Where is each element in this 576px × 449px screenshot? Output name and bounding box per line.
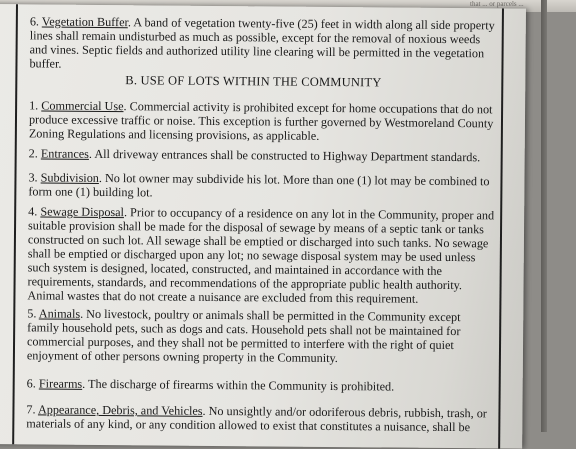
item-subdivision: 3. Subdivision. No lot owner may subdivide his lot. More than one (1) lot may be combined to form one (1) building lot. <box>28 170 490 200</box>
item-number: 4. <box>28 204 38 219</box>
item-text: A band of vegetation twenty-five (25) feet in width along all side property lines shall remain undisturbed as much as possible, except for the removal of noxious weeds and vines. Septic fields and authorized utility line clearing will be permitted in the vegetation buffer. <box>29 15 495 71</box>
item-text: Commercial activity is prohibited except for home occupations that do not produce excessive traffic or noise. This exception is further governed by Westmoreland County Zoning Regulations and licensing provisions, as applicable. <box>28 99 494 143</box>
item-number: 6. <box>29 14 40 29</box>
item-text: No unsightly and/or odoriferous debris, rubbish, trash, or materials of any kind, or any condition allowed to exist that constitutes a nuisance, shall be <box>26 403 487 435</box>
item-number: 3. <box>28 170 38 185</box>
page-edge-shadow <box>541 0 547 432</box>
header-fragment: that ... or parcels ... <box>470 0 524 8</box>
item-firearms: 6. Firearms. The discharge of firearms within the Community is prohibited. <box>26 376 395 394</box>
item-text: No lot owner may subdivide his lot. More than one (1) lot may be combined to form one (1) building lot. <box>28 171 490 200</box>
item-number: 2. <box>28 146 38 161</box>
item-text: Prior to occupancy of a residence on any lot in the Community, proper and suitable provision shall be made for the disposal of sewage by means of a septic tank or tanks constructed on such lot. All sewage shall be emptied or discharged into such tanks. No sewage shall be emptied or discharged upon any lot; no sewage disposal system may be used unless such system is designed, located, constructed, and maintained in accordance with the requirements, standards, and recommendations of the appropriate public health authority. Animal wastes that do not create a nuisance are excluded from this requirement. <box>27 205 495 306</box>
item-title: Animals <box>38 306 81 321</box>
item-sewage-disposal: 4. Sewage Disposal. Prior to occupancy of a residence on any lot in the Community, proper and suitable provision shall be made for the disposal of sewage by means of a septic tank or tanks constructed on such lot. All sewage shall be emptied or discharged into such tanks. No sewage shall be emptied or discharged upon any lot; no sewage disposal system may be used unless such system is designed, located, constructed, and maintained in accordance with the requirements, standards, and recommendations of the appropriate public health authority. Animal wastes that do not create a nuisance are excluded from this requirement. <box>27 204 495 306</box>
left-border-line <box>12 4 17 444</box>
item-title: Entrances <box>40 146 90 161</box>
item-title: Sewage Disposal <box>40 204 125 220</box>
item-appearance: 7. Appearance, Debris, and Vehicles. No unsightly and/or odoriferous debris, rubbish, trash, or materials of any kind, or any condition allowed to exist that constitutes a nuisance, shall be <box>26 402 487 435</box>
item-number: 5. <box>27 306 37 321</box>
item-text: No livestock, poultry or animals shall be permitted in the Community except family household pets, such as dogs and cats. Household pets shall not be maintained for commercial purposes, and they shall not be permitted to interfere with the right of quiet enjoyment of other persons owning property in the Community. <box>26 306 461 366</box>
item-entrances: 2. Entrances. All driveway entrances shall be constructed to Highway Department standards. <box>28 146 481 165</box>
item-title: Vegetation Buffer <box>41 14 128 30</box>
document-page <box>0 4 526 449</box>
item-animals: 5. Animals. No livestock, poultry or animals shall be permitted in the Community except family household pets, such as dogs and cats. Household pets shall not be maintained for commercial purposes, and they shall not be permitted to interfere with the right of quiet enjoyment of other persons owning property in the Community. <box>26 306 461 366</box>
item-number: 6. <box>26 376 36 391</box>
item-text: All driveway entrances shall be constructed to Highway Department standards. <box>94 146 481 165</box>
item-title: Subdivision <box>40 170 99 185</box>
item-title: Firearms <box>38 376 83 391</box>
section-heading: B. USE OF LOTS WITHIN THE COMMUNITY <box>125 73 382 90</box>
item-title: Commercial Use <box>41 98 124 114</box>
item-number: 7. <box>26 402 36 417</box>
right-border-line <box>498 8 503 448</box>
item-vegetation-buffer: 6. Vegetation Buffer. A band of vegetation twenty-five (25) feet in width along all side property lines shall remain undisturbed as much as possible, except for the removal of noxious weeds and vines. Septic fields and authorized utility line clearing will be permitted in the vegetation buffer. <box>29 14 495 71</box>
item-text: The discharge of firearms within the Community is prohibited. <box>88 376 395 394</box>
item-title: Appearance, Debris, and Vehicles <box>37 402 203 418</box>
item-commercial-use: 1. Commercial Use. Commercial activity is prohibited except for home occupations that do not produce excessive traffic or noise. This exception is further governed by Westmoreland County Zoning Regulations and licensing provisions, as applicable. <box>28 98 494 143</box>
item-number: 1. <box>29 98 39 113</box>
